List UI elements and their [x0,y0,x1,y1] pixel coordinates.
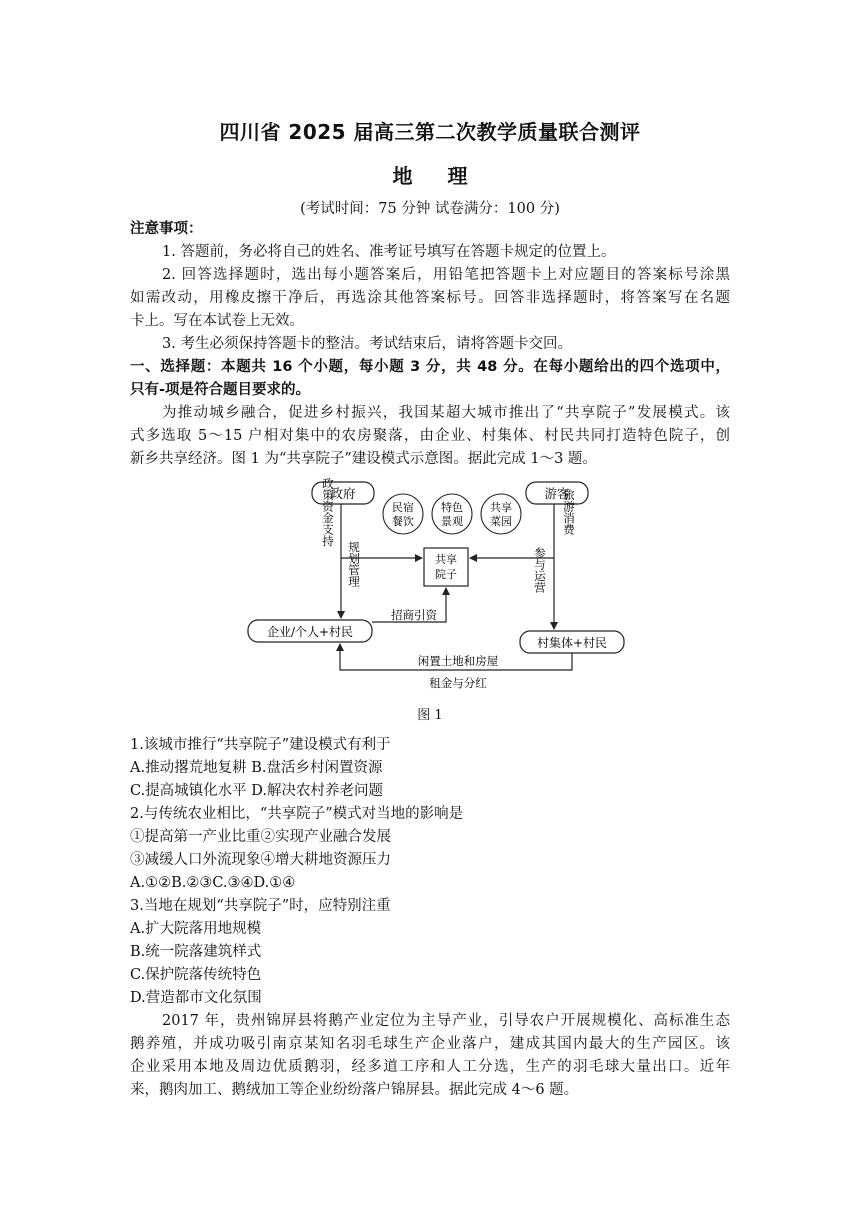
passage-2-line-2: 鹅养殖，并成功吸引南京某知名羽毛球生产企业落户，建成其国内最大的生产园区。该 [130,1036,730,1052]
policy-label: 政策资金支持 [321,477,335,547]
homestay-circle [383,494,423,534]
figure-caption: 图 1 [417,708,443,723]
circle-3-line-1: 共享 [490,501,512,514]
government-label: 政府 [330,486,356,501]
q3-option-b: B.统一院落建筑样式 [130,944,262,960]
circle-2-line-2: 景观 [441,515,463,528]
circle-2-line-1: 特色 [441,501,463,514]
note-item-1: 1. 答题前，务必将自己的姓名、准考证号填写在答题卡规定的位置上。 [162,244,616,260]
circle-1-line-1: 民宿 [392,501,414,514]
note-item-2-line-3: 卡上。写在本试卷上无效。 [130,313,304,329]
q3-option-a: A.扩大院落用地规模 [130,921,262,937]
note-item-2-line-2: 如需改动，用橡皮擦干净后，再选涂其他答案标号。回答非选择题时，将答案写在名题 [130,290,730,306]
q3-option-d: D.营造都市文化氛围 [130,990,262,1006]
note-item-3: 3. 考生必须保持答题卡的整洁。考试结束后，请将答题卡交回。 [162,336,572,352]
q3-stem: 3.当地在规划“共享院子”时，应特别注重 [130,898,391,914]
investment-label: 招商引资 [391,608,437,622]
exam-title: 四川省 2025 届高三第二次教学质量联合测评 [219,120,641,144]
circle-3-line-2: 菜园 [490,515,512,528]
passage-2-line-3: 企业采用本地及周边优质鹅羽，经多道工序和人工分选，生产的羽毛球大量出口。近年 [130,1059,730,1075]
q3-option-c: C.保护院落传统特色 [130,967,262,983]
notes-heading: 注意事项： [130,221,203,237]
planning-label: 规划管理 [347,541,361,587]
passage-2-line-1: 2017 年，贵州锦屏县将鹅产业定位为主导产业，引导农户开展规模化、高标准生态 [162,1013,730,1029]
q1-options-ab: A.推动撂荒地复耕 B.盘活乡村闲置资源 [130,760,383,776]
center-line-1: 共享 [435,553,457,566]
exam-info: (考试时间：75 分钟 试卷满分：100 分) [300,201,560,217]
q2-statements-12: ①提高第一产业比重②实现产业融合发展 [130,829,391,845]
q1-options-cd: C.提高城镇化水平 D.解决农村养老问题 [130,783,384,799]
passage-1-line-3: 新乡共享经济。图 1 为“共享院子”建设模式示意图。据此完成 1～3 题。 [130,451,597,467]
q1-stem: 1.该城市推行“共享院子”建设模式有利于 [130,737,391,753]
shared-courtyard-diagram [240,474,630,696]
q2-statements-34: ③减缓人口外流现象④增大耕地资源压力 [130,852,391,868]
landscape-circle [432,494,472,534]
section-heading-line-2: 只有-项是符合题目要求的。 [130,382,311,398]
passage-2-line-4: 来，鹅肉加工、鹅绒加工等企业纷纷落户锦屏县。据此完成 4～6 题。 [130,1082,579,1098]
q2-stem: 2.与传统农业相比，“共享院子”模式对当地的影响是 [130,806,464,822]
tourist-label: 游客 [544,486,570,501]
participate-label: 参与运营 [533,547,547,593]
q2-options: A.①②B.②③C.③④D.①④ [130,875,296,891]
rent-label: 租金与分红 [429,676,487,690]
garden-circle [481,494,521,534]
section-heading-line-1: 一、选择题：本题共 16 个小题，每小题 3 分，共 48 分。在每小题给出的四个选项中， [130,359,730,375]
village-label: 村集体+村民 [536,636,608,650]
circle-1-line-2: 餐饮 [392,515,414,528]
passage-1-line-1: 为推动城乡融合，促进乡村振兴，我国某超大城市推出了“共享院子”发展模式。该 [162,405,730,421]
subject-title: 地 理 [392,164,482,188]
idle-land-label: 闲置土地和房屋 [417,654,499,668]
tourism-label: 旅游消费 [562,489,576,535]
passage-1-line-2: 式多选取 5～15 户相对集中的农房聚落，由企业、村集体、村民共同打造特色院子，创 [130,428,730,444]
note-item-2-line-1: 2. 回答选择题时，选出每小题答案后，用铅笔把答题卡上对应题目的答案标号涂黑 [162,267,730,283]
enterprise-label: 企业/个人+村民 [266,625,354,639]
center-line-2: 院子 [435,568,457,581]
